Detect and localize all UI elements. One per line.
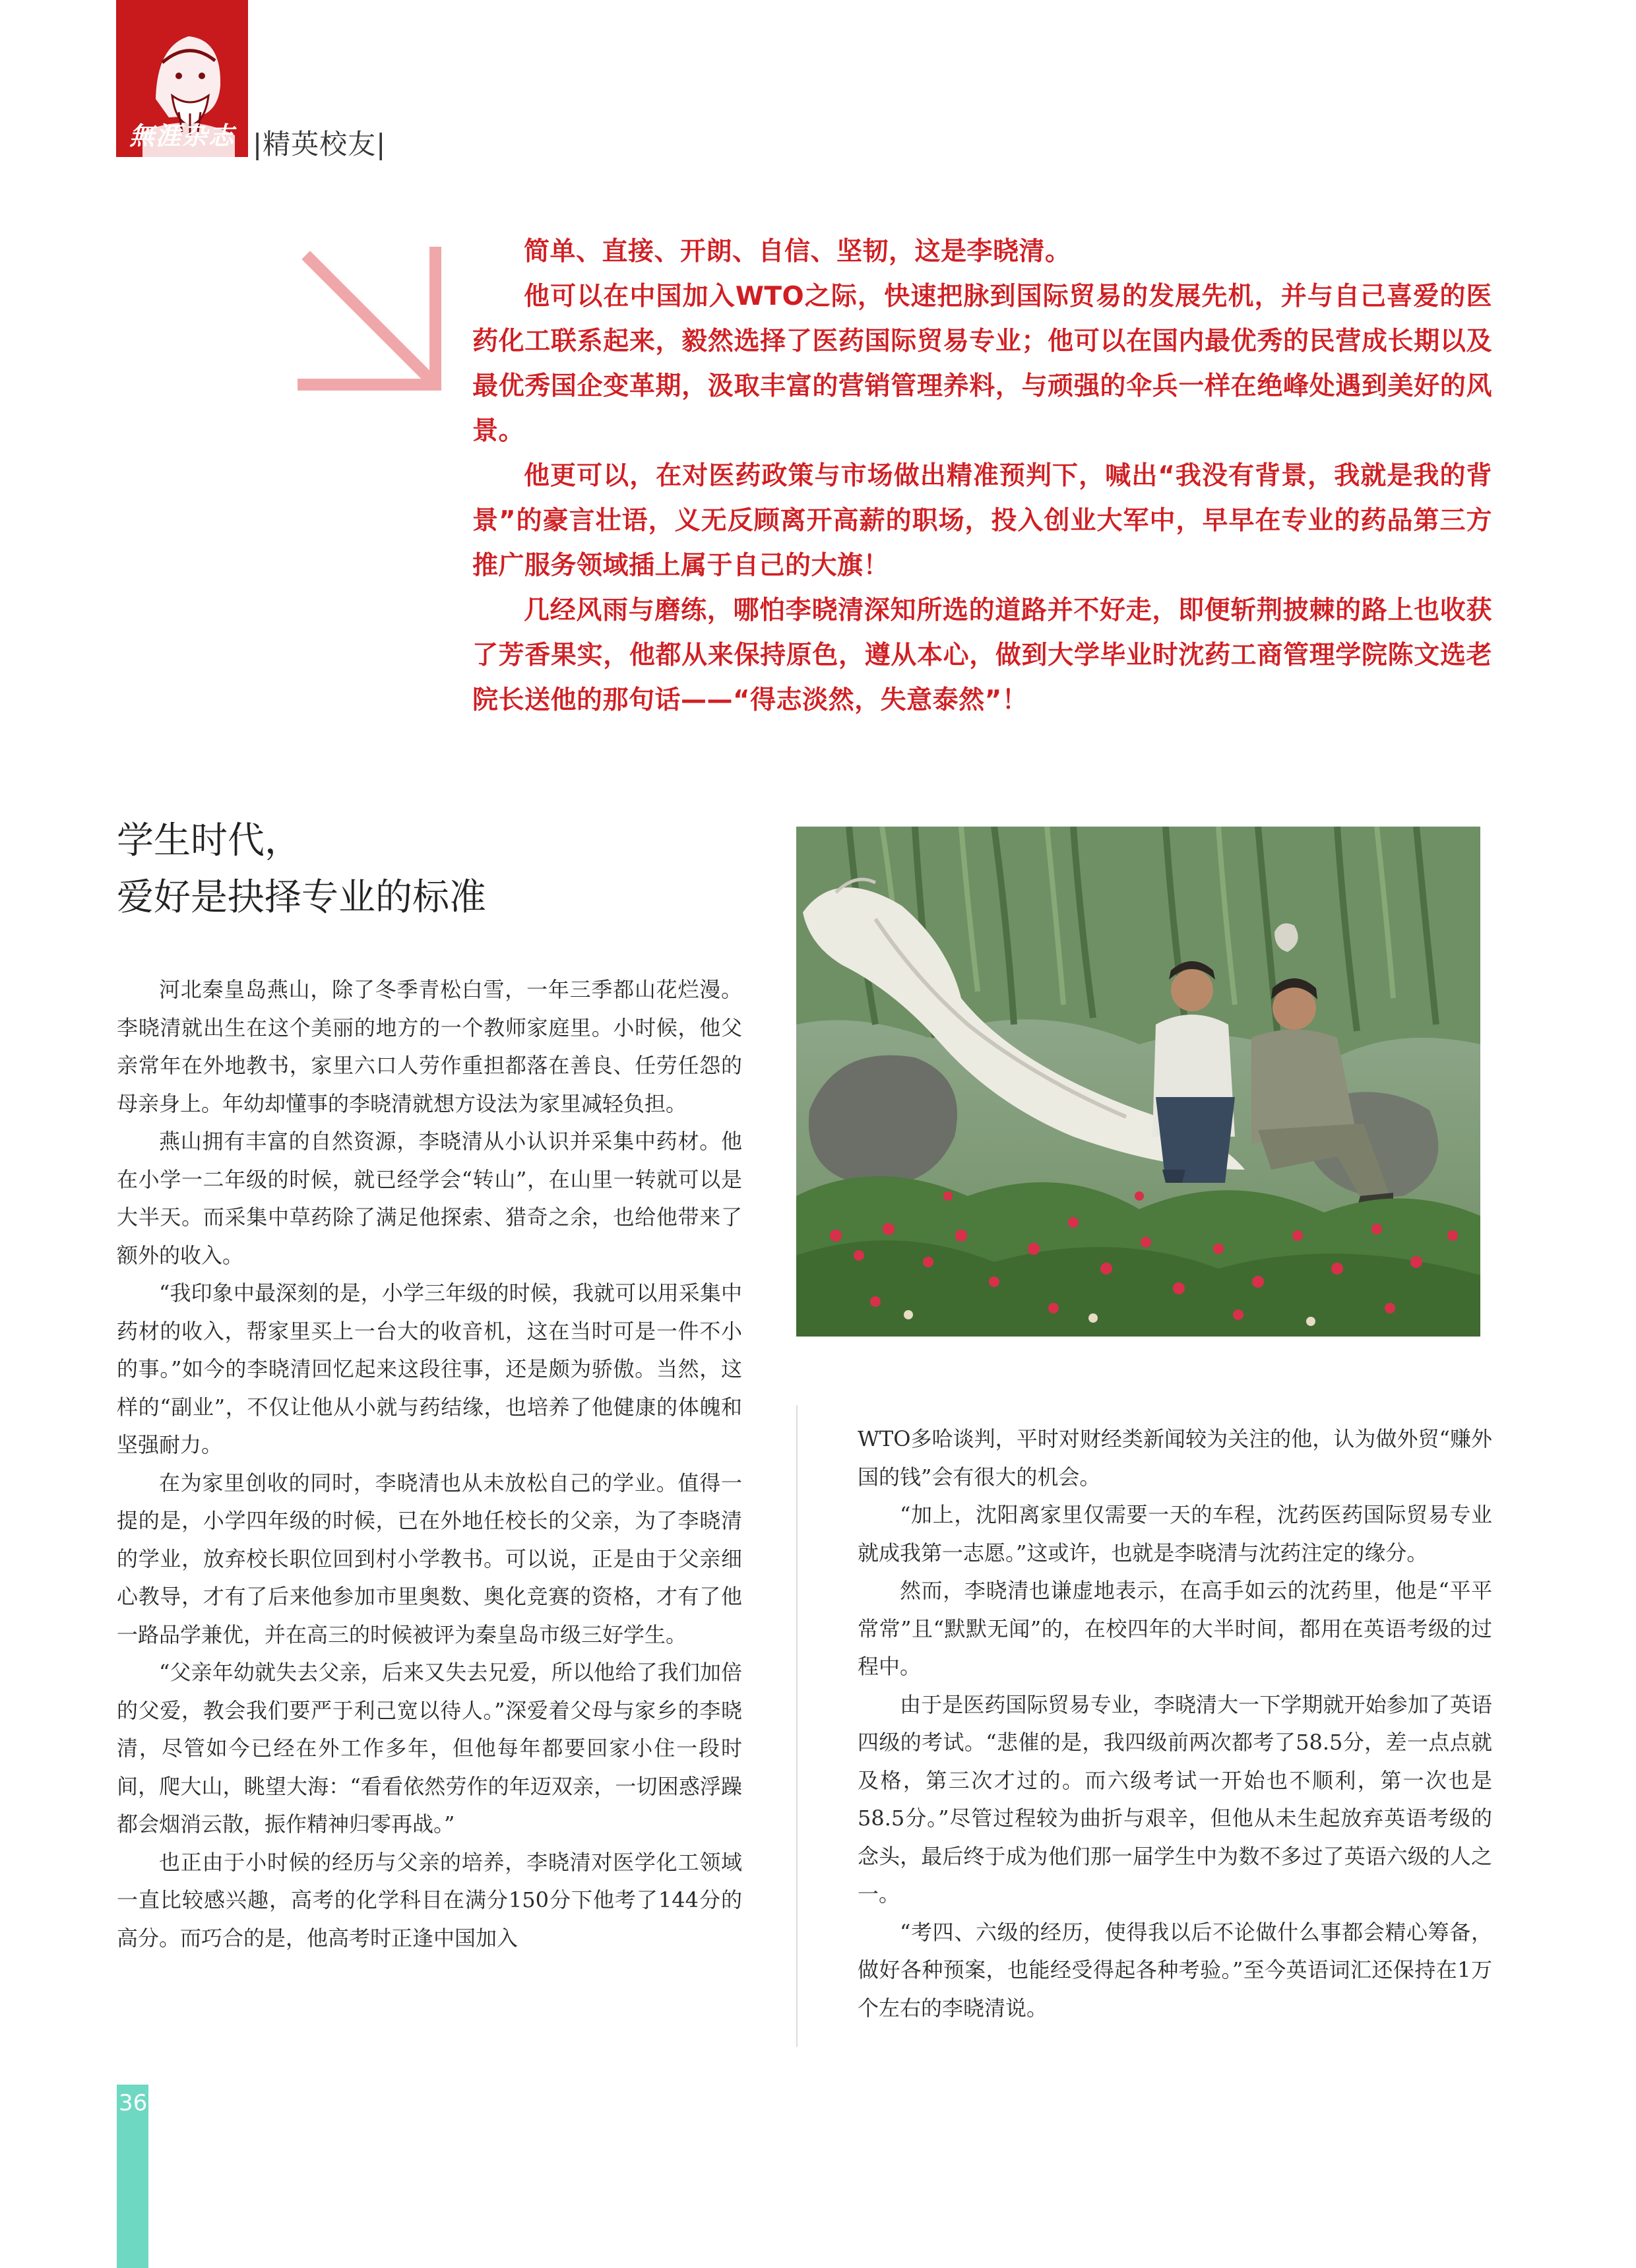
body-paragraph: “加上，沈阳离家里仅需要一天的车程，沈药医药国际贸易专业就成我第一志愿。”这或许，也就是李晓清与沈药注定的缘分。 (858, 1502, 1492, 1565)
column-divider (796, 1405, 798, 2047)
body-paragraph: 然而，李晓清也谦虚地表示，在高手如云的沈药里，他是“平平常常”且“默默无闻”的，在校四年的大半时间，都用在英语考级的过程中。 (858, 1578, 1492, 1679)
page-number: 36 (119, 2090, 148, 2116)
body-paragraph: “我印象中最深刻的是，小学三年级的时候，我就可以用采集中药材的收入，帮家里买上一台大的收音机，这在当时可是一件不小的事。”如今的李晓清回忆起来这段往事，还是颇为骄傲。当然，这样的“副业”，不仅让他从小就与药结缘，也培养了他健康的体魄和坚强耐力。 (117, 1280, 742, 1457)
section-heading (117, 813, 710, 926)
intro-paragraph: 几经风雨与磨练，哪怕李晓清深知所选的道路并不好走，即便斩荆披棘的路上也收获了芳香果实，他都从来保持原色，遵从本心，做到大学毕业时沈药工商管理学院陈文选老院长送他的那句话——“得志淡然，失意泰然”！ (472, 596, 1492, 715)
magazine-logo (116, 0, 248, 157)
arrow-down-right-icon (294, 243, 452, 401)
logo-text: 無涯杂志 (129, 121, 235, 150)
body-paragraph: 燕山拥有丰富的自然资源，李晓清从小认识并采集中药材。他在小学一二年级的时候，就已经学会“转山”，在山里一转就可以是大半天。而采集中草药除了满足他探索、猎奇之余，也给他带来了额外的收入。 (117, 1129, 742, 1268)
body-column-left (117, 971, 742, 1957)
body-paragraph: 由于是医药国际贸易专业，李晓清大一下学期就开始参加了英语四级的考试。“悲催的是，我四级前两次都考了58.5分，差一点点就及格，第三次才过的。而六级考试一开始也不顺利，第一次也是58.5分。”尽管过程较为曲折与艰辛，但他从未生起放弃英语考级的念头，最后终于成为他们那一届学生中为数不多过了英语六级的人之一。 (858, 1691, 1492, 1906)
body-paragraph: “父亲年幼就失去父亲，后来又失去兄爱，所以他给了我们加倍的父爱，教会我们要严于利己宽以待人。”深爱着父母与家乡的李晓清，尽管如今已经在外工作多年，但他每年都要回家小住一段时间，爬大山，眺望大海：“看看依然劳作的年迈双亲，一切困惑浮躁都会烟消云散，振作精神归零再战。” (117, 1660, 742, 1837)
body-column-right (858, 1420, 1492, 2027)
intro-paragraph: 简单、直接、开朗、自信、坚韧，这是李晓清。 (524, 237, 1071, 267)
section-heading-line: 爱好是抉择专业的标准 (117, 876, 486, 919)
body-paragraph: 在为家里创收的同时，李晓清也从未放松自己的学业。值得一提的是，小学四年级的时候，已在外地任校长的父亲，为了李晓清的学业，放弃校长职位回到村小学教书。可以说，正是由于父亲细心教导，才有了后来他参加市里奥数、奥化竞赛的资格，才有了他一路品学兼优，并在高三的时候被评为秦皇岛市级三好学生。 (117, 1470, 742, 1647)
body-paragraph: 也正由于小时候的经历与父亲的培养，李晓清对医学化工领域一直比较感兴趣，高考的化学科目在满分150分下他考了144分的高分。而巧合的是，他高考时正逢中国加入 (117, 1849, 742, 1951)
section-label: |精英校友| (253, 128, 387, 160)
intro-paragraph: 他可以在中国加入WTO之际，快速把脉到国际贸易的发展先机，并与自己喜爱的医药化工联系起来，毅然选择了医药国际贸易专业；他可以在国内最优秀的民营成长期以及最优秀国企变革期，汲取丰富的营销管理养料，与顽强的伞兵一样在绝峰处遇到美好的风景。 (472, 282, 1492, 446)
photo-two-students (796, 827, 1480, 1337)
intro-paragraph: 他更可以，在对医药政策与市场做出精准预判下，喊出“我没有背景，我就是我的背景”的豪言壮语，义无反顾离开高薪的职场，投入创业大军中，早早在专业的药品第三方推广服务领域插上属于自己的大旗！ (472, 461, 1492, 581)
body-paragraph-continued: WTO多哈谈判，平时对财经类新闻较为关注的他，认为做外贸“赚外国的钱”会有很大的机会。 (858, 1426, 1492, 1490)
intro-block (472, 230, 1492, 723)
body-paragraph: 河北秦皇岛燕山，除了冬季青松白雪，一年三季都山花烂漫。李晓清就出生在这个美丽的地方的一个教师家庭里。小时候，他父亲常年在外地教书，家里六口人劳作重担都落在善良、任劳任怨的母亲身上。年幼却懂事的李晓清就想方设法为家里减轻负担。 (117, 977, 742, 1116)
section-heading-line: 学生时代， (117, 819, 301, 862)
body-paragraph: “考四、六级的经历，使得我以后不论做什么事都会精心筹备，做好各种预案，也能经受得起各种考验。”至今英语词汇还保持在1万个左右的李晓清说。 (858, 1919, 1492, 2021)
